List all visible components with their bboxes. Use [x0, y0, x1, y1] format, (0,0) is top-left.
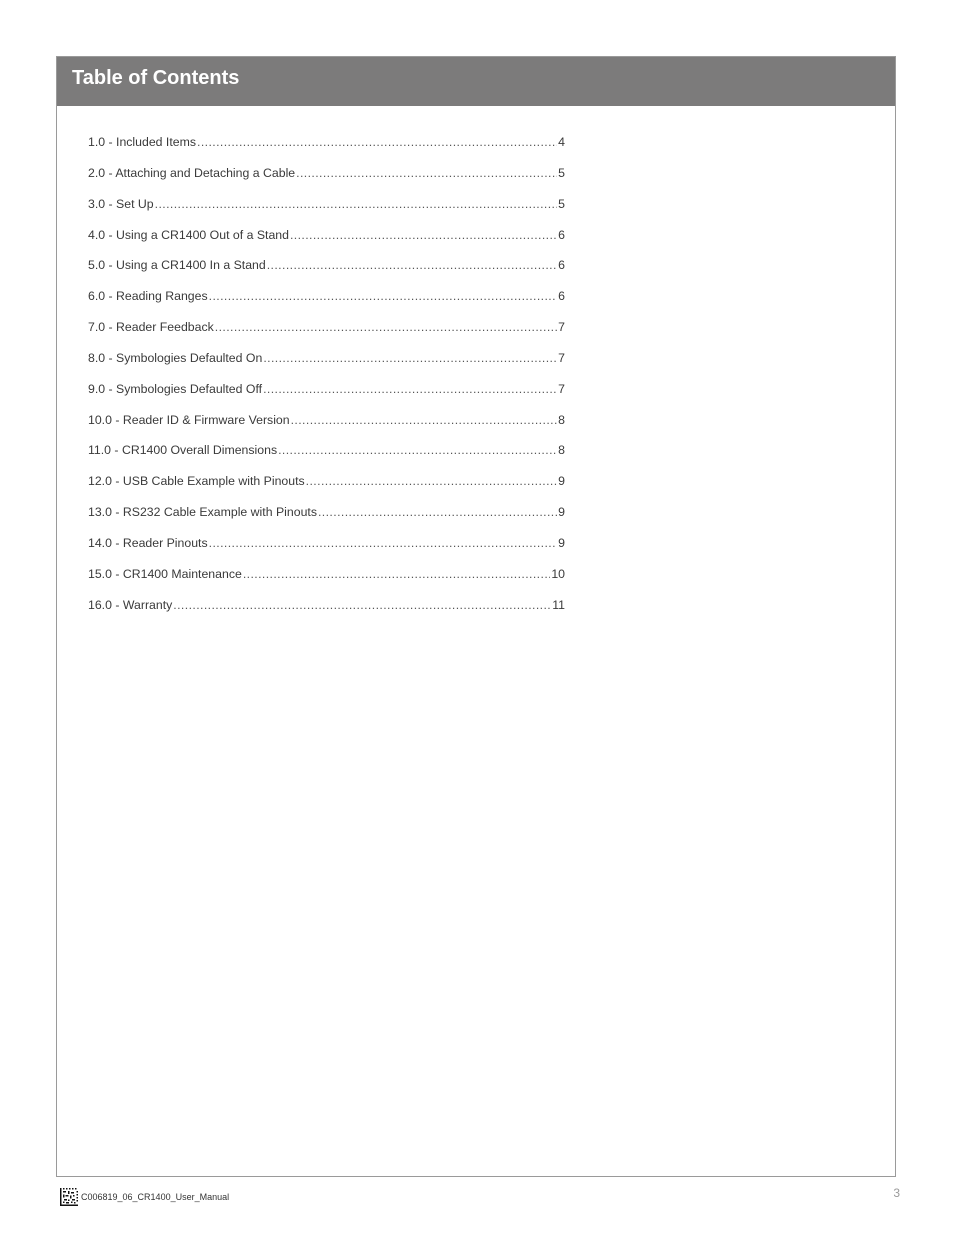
- toc-entry-page: 7: [558, 381, 565, 396]
- toc-entry-title: 3.0 - Set Up: [88, 196, 154, 211]
- toc-entry[interactable]: [88, 379, 565, 410]
- toc-leader-dots: [215, 317, 557, 337]
- toc-entry-title: 9.0 - Symbologies Defaulted Off: [88, 381, 263, 396]
- toc-leader-dots: [209, 533, 558, 553]
- toc-entry-page: 8: [558, 443, 565, 458]
- toc-entry-title: 6.0 - Reading Ranges: [88, 289, 208, 304]
- toc-entry-page: 9: [558, 505, 565, 520]
- toc-leader-dots: [173, 595, 551, 615]
- toc-entry-page: 6: [558, 227, 565, 242]
- toc-entry-page: 7: [558, 350, 565, 365]
- toc-entry[interactable]: [88, 348, 565, 379]
- toc-entry-page: 4: [558, 135, 565, 149]
- page-frame: [56, 56, 896, 1177]
- toc-entry[interactable]: [88, 502, 565, 533]
- toc-entry-page: 5: [558, 196, 565, 211]
- toc-entry[interactable]: [88, 595, 565, 626]
- toc-leader-dots: [197, 132, 557, 152]
- toc-entry-page: 6: [558, 258, 565, 273]
- toc-entry[interactable]: [88, 132, 565, 163]
- section-header: [57, 57, 895, 106]
- toc-entry-title: 11.0 - CR1400 Overall Dimensions: [88, 443, 278, 458]
- toc-entry[interactable]: [88, 194, 565, 225]
- toc-leader-dots: [278, 440, 557, 460]
- toc-entry-title: 13.0 - RS232 Cable Example with Pinouts: [88, 505, 317, 520]
- toc-leader-dots: [306, 471, 557, 491]
- toc-entry[interactable]: [88, 286, 565, 317]
- toc-entry-page: 9: [558, 535, 565, 550]
- datamatrix-icon: [60, 1188, 78, 1206]
- toc-entry-page: 7: [558, 320, 565, 335]
- toc-entry-title: 10.0 - Reader ID & Firmware Version: [88, 412, 290, 427]
- toc-entry-title: 16.0 - Warranty: [88, 597, 173, 612]
- page-title: Table of Contents: [72, 67, 240, 89]
- toc-leader-dots: [291, 410, 558, 430]
- toc-leader-dots: [263, 379, 557, 399]
- toc-leader-dots: [243, 564, 551, 584]
- toc-list: [88, 132, 565, 626]
- toc-entry-page: 8: [558, 412, 565, 427]
- toc-leader-dots: [318, 502, 557, 522]
- toc-entry-title: 15.0 - CR1400 Maintenance: [88, 566, 242, 581]
- toc-entry-title: 1.0 - Included Items: [88, 135, 196, 149]
- toc-entry[interactable]: [88, 255, 565, 286]
- toc-entry-title: 12.0 - USB Cable Example with Pinouts: [88, 474, 305, 489]
- toc-leader-dots: [155, 194, 558, 214]
- toc-entry-page: 5: [558, 165, 565, 180]
- toc-entry-title: 7.0 - Reader Feedback: [88, 320, 214, 335]
- document-id: C006819_06_CR1400_User_Manual: [81, 1192, 230, 1202]
- toc-entry[interactable]: [88, 471, 565, 502]
- toc-leader-dots: [296, 163, 557, 183]
- toc-entry[interactable]: [88, 317, 565, 348]
- toc-entry[interactable]: [88, 440, 565, 471]
- toc-entry-page: 11: [552, 597, 565, 612]
- toc-entry-title: 14.0 - Reader Pinouts: [88, 535, 208, 550]
- toc-entry[interactable]: [88, 533, 565, 564]
- toc-entry-page: 6: [558, 289, 565, 304]
- toc-leader-dots: [209, 286, 558, 306]
- toc-entry-page: 10: [551, 566, 565, 581]
- toc-entry-title: 5.0 - Using a CR1400 In a Stand: [88, 258, 266, 273]
- toc-entry[interactable]: [88, 564, 565, 595]
- toc-leader-dots: [267, 255, 557, 275]
- toc-entry-page: 9: [558, 474, 565, 489]
- page-number: 3: [893, 1186, 900, 1200]
- toc-entry-title: 4.0 - Using a CR1400 Out of a Stand: [88, 227, 289, 242]
- toc-entry[interactable]: [88, 163, 565, 194]
- toc-leader-dots: [263, 348, 557, 368]
- toc-entry-title: 8.0 - Symbologies Defaulted On: [88, 350, 263, 365]
- toc-entry[interactable]: [88, 225, 565, 256]
- toc-leader-dots: [290, 225, 557, 245]
- footer: [60, 1188, 229, 1206]
- toc-entry[interactable]: [88, 410, 565, 441]
- toc-entry-title: 2.0 - Attaching and Detaching a Cable: [88, 165, 296, 180]
